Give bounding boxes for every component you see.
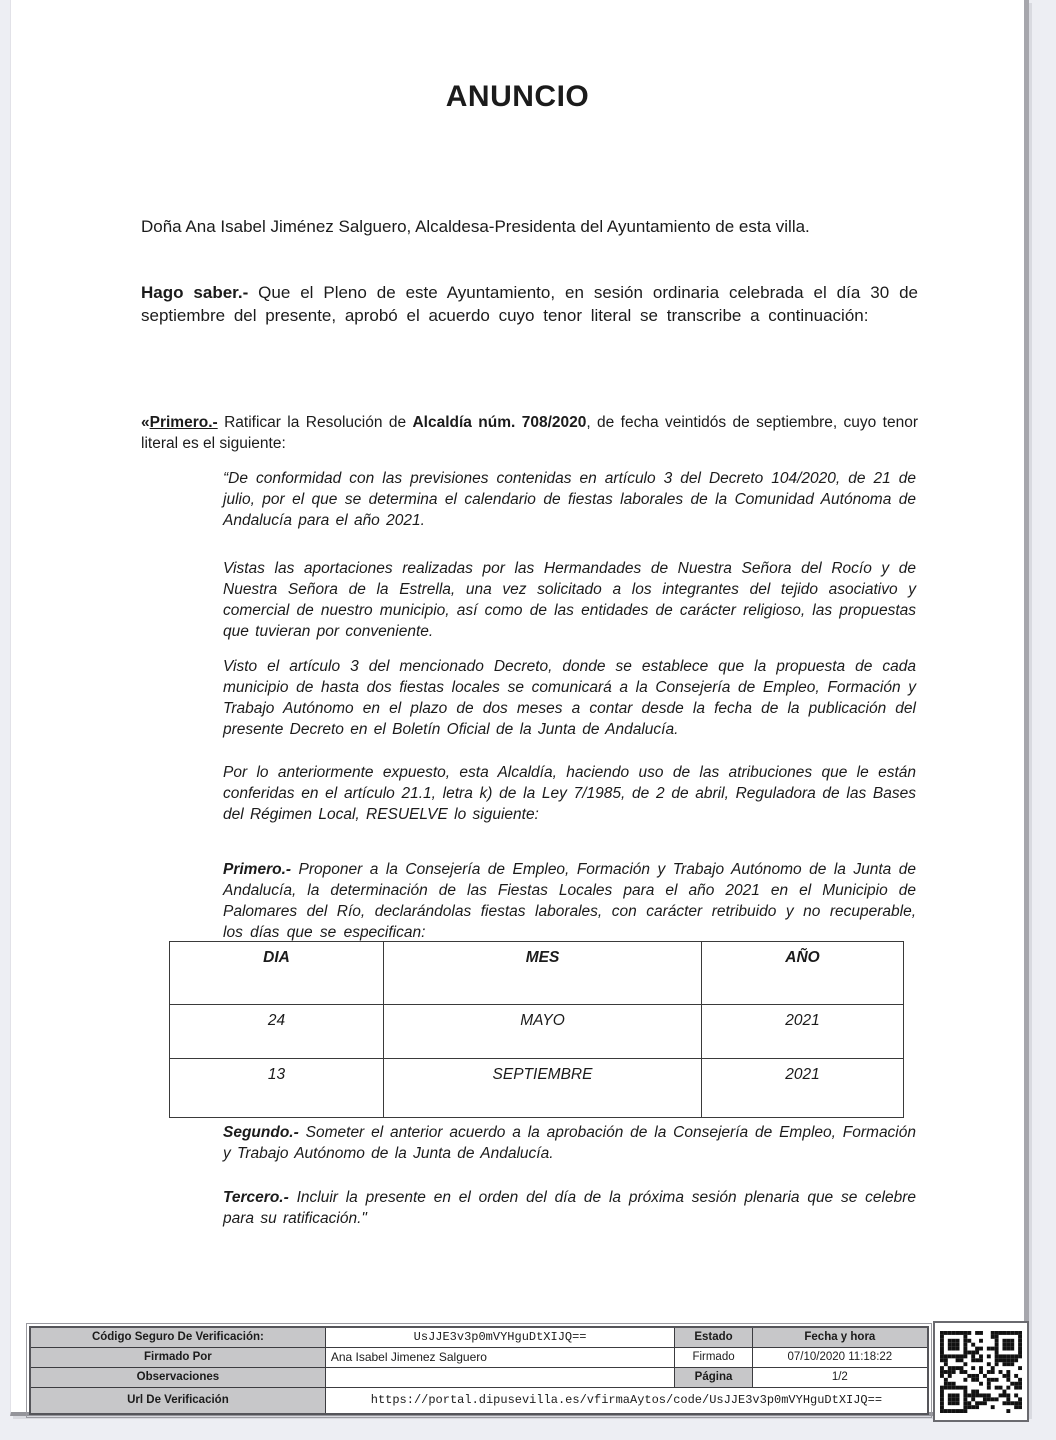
resolution-number: Alcaldía núm. 708/2020 (412, 413, 587, 431)
resolve-primero-paragraph (223, 859, 916, 943)
firmado-por-label: Firmado Por (30, 1348, 325, 1368)
verification-url[interactable]: https://portal.dipusevilla.es/vfirmaAytos/code/UsJJE3v3p0mVYHguDtXIJQ== (325, 1388, 928, 1414)
col-header-dia: DIA (170, 942, 384, 1005)
primero-text-1: Ratificar la Resolución de (217, 413, 413, 431)
intro-paragraph: Doña Ana Isabel Jiménez Salguero, Alcaldesa-Presidenta del Ayuntamiento de esta villa. (141, 217, 810, 236)
primero-text-2: , de fecha veintidós de septiembre, cuyo tenor literal es el siguiente: (141, 413, 918, 452)
signature-verification-table (29, 1326, 929, 1415)
col-header-ano: AÑO (702, 942, 904, 1005)
quoted-paragraph-3: Visto el artículo 3 del mencionado Decreto, donde se establece que la propuesta de cada municipio de hasta dos fiestas locales se comunicará a la Consejería de Empleo, Formación y Trabajo Autónomo en el plazo de dos meses a contar desde la fecha de la publicación del presente Decreto en el Boletín Oficial de la Junta de Andalucía. (223, 657, 916, 738)
col-header-mes: MES (384, 942, 702, 1005)
hago-saber-text: Que el Pleno de este Ayuntamiento, en sesión ordinaria celebrada el día 30 de septiembre del presente, aprobó el acuerdo cuyo tenor literal se transcribe a continuación: (141, 283, 918, 325)
resolve-tercero-paragraph (223, 1187, 916, 1229)
pagina-value: 1/2 (752, 1368, 928, 1388)
observaciones-label: Observaciones (30, 1368, 325, 1388)
quoted-paragraph-2: Vistas las aportaciones realizadas por las Hermandades de Nuestra Señora del Rocío y de Nuestra Señora de la Estrella, una vez solicitado a los integrantes del tejido asociativo y comercial de nuestro municipio, así como de las entidades de carácter religioso, las propuestas que tuvieran por conveniente. (223, 559, 916, 640)
fecha-hora-value: 07/10/2020 11:18:22 (752, 1348, 928, 1368)
verification-row-csv (30, 1327, 928, 1348)
table-row (170, 1059, 904, 1118)
fecha-hora-label: Fecha y hora (752, 1327, 928, 1348)
resolve-primero-text: Proponer a la Consejería de Empleo, Formación y Trabajo Autónomo de la Junta de Andalucía, la determinación de las Fiestas Locales para el año 2021 en el Municipio de Palomares del Río, declarándolas fiestas laborales, con carácter retribuido y no recuperable, los días que se especifican: (223, 860, 916, 941)
page-title: ANUNCIO (445, 80, 590, 113)
primero-label: Primero.- (149, 413, 218, 431)
document-page (10, 0, 1029, 1416)
primero-prefix: « (141, 413, 150, 431)
table-header-row (170, 942, 904, 1005)
verification-row-observaciones (30, 1368, 928, 1388)
qr-code-icon (940, 1331, 1022, 1413)
cell-mes-2: SEPTIEMBRE (384, 1059, 702, 1118)
firmado-por-value: Ana Isabel Jimenez Salguero (325, 1348, 675, 1368)
hago-saber-label: Hago saber.- (141, 283, 249, 302)
cell-ano-2: 2021 (702, 1059, 904, 1118)
verification-row-firmado (30, 1348, 928, 1368)
observaciones-value (325, 1368, 675, 1388)
qr-code (933, 1321, 1029, 1422)
cell-ano-1: 2021 (702, 1005, 904, 1059)
hago-saber-paragraph (141, 281, 918, 327)
verification-row-url (30, 1388, 928, 1414)
pagina-label: Página (675, 1368, 752, 1388)
csv-value: UsJJE3v3p0mVYHguDtXIJQ== (325, 1327, 675, 1348)
estado-value: Firmado (675, 1348, 752, 1368)
local-holidays-table (169, 941, 904, 1118)
resolve-segundo-label: Segundo.- (223, 1123, 299, 1141)
resolve-segundo-text: Someter el anterior acuerdo a la aprobación de la Consejería de Empleo, Formación y Trabajo Autónomo de la Junta de Andalucía. (223, 1123, 916, 1162)
csv-label: Código Seguro De Verificación: (30, 1327, 325, 1348)
table-row (170, 1005, 904, 1059)
quoted-paragraph-4: Por lo anteriormente expuesto, esta Alcaldía, haciendo uso de las atribuciones que le están conferidas en el artículo 21.1, letra k) de la Ley 7/1985, de 2 de abril, Reguladora de las Bases del Régimen Local, RESUELVE lo siguiente: (223, 763, 916, 823)
primero-heading-paragraph (141, 412, 918, 454)
resolve-tercero-label: Tercero.- (223, 1188, 289, 1206)
estado-label: Estado (675, 1327, 752, 1348)
resolve-segundo-paragraph (223, 1122, 916, 1164)
resolve-primero-label: Primero.- (223, 860, 292, 878)
cell-dia-2: 13 (170, 1059, 384, 1118)
resolve-tercero-text: Incluir la presente en el orden del día de la próxima sesión plenaria que se celebre para su ratificación." (223, 1188, 916, 1227)
quoted-paragraph-1: “De conformidad con las previsiones contenidas en artículo 3 del Decreto 104/2020, de 21 de julio, por el que se determina el calendario de fiestas laborales de la Comunidad Autónoma de Andalucía para el año 2021. (223, 469, 916, 529)
cell-mes-1: MAYO (384, 1005, 702, 1059)
cell-dia-1: 24 (170, 1005, 384, 1059)
url-label: Url De Verificación (30, 1388, 325, 1414)
